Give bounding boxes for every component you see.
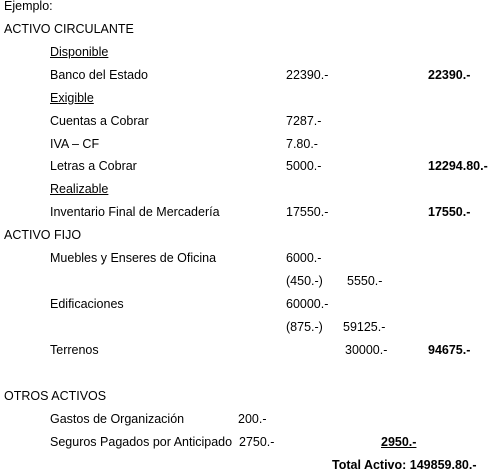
account-amount-banco: 22390.-: [286, 68, 329, 82]
depreciation-muebles: (450.-): [286, 274, 323, 288]
document-heading: Ejemplo:: [4, 0, 53, 13]
account-name-cuentas-cobrar: Cuentas a Cobrar: [50, 114, 149, 128]
account-amount-cuentas-cobrar: 7287.-: [286, 114, 322, 128]
account-name-iva: IVA – CF: [50, 137, 100, 151]
section-title-otros-activos: OTROS ACTIVOS: [4, 389, 107, 403]
section-title-activo-fijo: ACTIVO FIJO: [4, 228, 82, 242]
account-name-muebles: Muebles y Enseres de Oficina: [50, 251, 217, 265]
account-amount-letras-cobrar: 5000.-: [286, 159, 322, 173]
net-value-terrenos: 30000.-: [345, 343, 388, 357]
account-amount-muebles: 6000.-: [286, 251, 322, 265]
depreciation-edificaciones: (875.-): [286, 320, 323, 334]
net-value-muebles: 5550.-: [347, 274, 383, 288]
subtotal-exigible: 12294.80.-: [428, 159, 488, 173]
account-name-seguros: Seguros Pagados por Anticipado: [50, 435, 233, 449]
subsection-label-exigible: Exigible: [50, 91, 94, 105]
account-amount-inventario: 17550.-: [286, 205, 329, 219]
account-name-letras-cobrar: Letras a Cobrar: [50, 159, 137, 173]
total-activo: Total Activo: 149859.80.-: [332, 458, 477, 472]
account-name-inventario: Inventario Final de Mercadería: [50, 205, 220, 219]
subtotal-otros-activos: 2950.-: [381, 435, 417, 449]
subtotal-disponible: 22390.-: [428, 68, 471, 82]
subsection-label-realizable: Realizable: [50, 182, 109, 196]
account-amount-edificaciones: 60000.-: [286, 297, 329, 311]
subtotal-activo-fijo: 94675.-: [428, 343, 471, 357]
account-name-banco: Banco del Estado: [50, 68, 148, 82]
account-name-gastos-organizacion: Gastos de Organización: [50, 412, 185, 426]
account-name-terrenos: Terrenos: [50, 343, 99, 357]
account-amount-gastos-organizacion: 200.-: [238, 412, 267, 426]
account-amount-iva: 7.80.-: [286, 137, 318, 151]
subsection-label-disponible: Disponible: [50, 45, 109, 59]
account-name-edificaciones: Edificaciones: [50, 297, 124, 311]
subtotal-realizable: 17550.-: [428, 205, 471, 219]
net-value-edificaciones: 59125.-: [343, 320, 386, 334]
account-amount-seguros: 2750.-: [239, 435, 275, 449]
section-title-activo-circulante: ACTIVO CIRCULANTE: [4, 22, 134, 36]
